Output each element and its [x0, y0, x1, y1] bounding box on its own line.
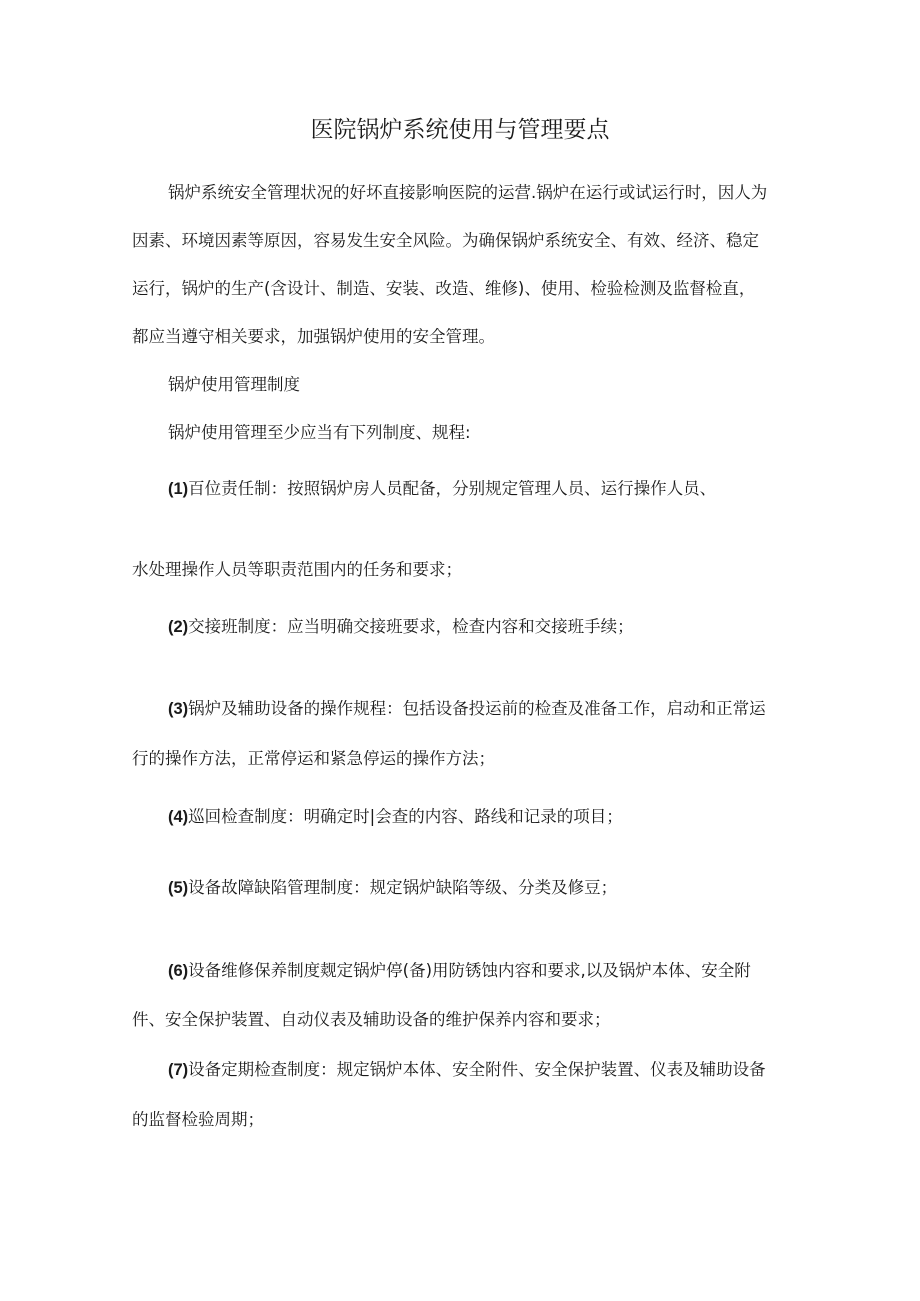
list-item-6-continuation: 件、安全保护装置、自动仪表及辅助设备的维护保养内容和要求；	[132, 1010, 611, 1029]
item-text: 设备维修保养制度觌定锅炉停(备)用防锈蚀内容和要求,以及锅炉本体、安全附	[188, 961, 751, 980]
list-item-5	[168, 876, 617, 900]
list-item-7	[168, 1058, 766, 1082]
item-text: 设备故障缺陷管理制度：规定锅炉缺陷等级、分类及修豆；	[188, 878, 618, 897]
item-number: (5)	[168, 879, 189, 897]
list-item-6	[168, 959, 751, 983]
item-number: (3)	[168, 700, 189, 718]
item-number: (2)	[168, 618, 189, 636]
section-heading: 锅炉使用管理制度	[168, 375, 300, 394]
item-text: 设备定期检查制度：规定锅炉本体、安全附件、安全保护装置、仪表及辅助设备	[188, 1060, 766, 1079]
item-number: (7)	[168, 1061, 189, 1079]
document-title: 医院锅炉系统使用与管理要点	[310, 117, 610, 143]
list-item-4	[168, 805, 623, 829]
item-number: (6)	[168, 962, 189, 980]
list-item-1	[168, 477, 716, 501]
list-item-3-continuation: 行的操作方法，正常停运和紧急停运的操作方法；	[132, 749, 495, 768]
intro-line-1: 锅炉系统安全管理状况的好坏直接影响医院的运营.锅炉在运行或试运行时，因人为	[168, 183, 768, 202]
item-number: (4)	[168, 808, 189, 826]
item-text: 交接班制度：应当明确交接班要求，检查内容和交接班手续；	[188, 617, 634, 636]
list-item-7-continuation: 的监督检验周期；	[132, 1110, 264, 1129]
list-item-2	[168, 615, 634, 639]
item-text: 巡回检查制度：明确定时|会查的内容、路线和记录的项目；	[188, 807, 623, 826]
item-number: (1)	[168, 480, 189, 498]
list-item-1-continuation: 水处理操作人员等职责范围内的任务和要求；	[132, 560, 462, 579]
section-intro: 锅炉使用管理至少应当有下列制度、规程:	[168, 423, 471, 442]
intro-line-4: 都应当遵守相关要求，加强锅炉使用的安全管理。	[132, 327, 495, 346]
list-item-3	[168, 697, 766, 721]
intro-line-3: 运行，锅炉的生产(含设计、制造、安装、改造、维修)、使用、检验检测及监督检直，	[132, 279, 756, 298]
item-text: 锅炉及辅助设备的操作规程：包括设备投运前的检查及准备工作，启动和正常运	[188, 699, 766, 718]
intro-line-2: 因素、环境因素等原因，容易发生安全风险。为确保锅炉系统安全、有效、经济、稳定	[132, 231, 759, 250]
item-text: 百位责任制：按照锅炉房人员配备，分别规定管理人员、运行操作人员、	[188, 479, 717, 498]
